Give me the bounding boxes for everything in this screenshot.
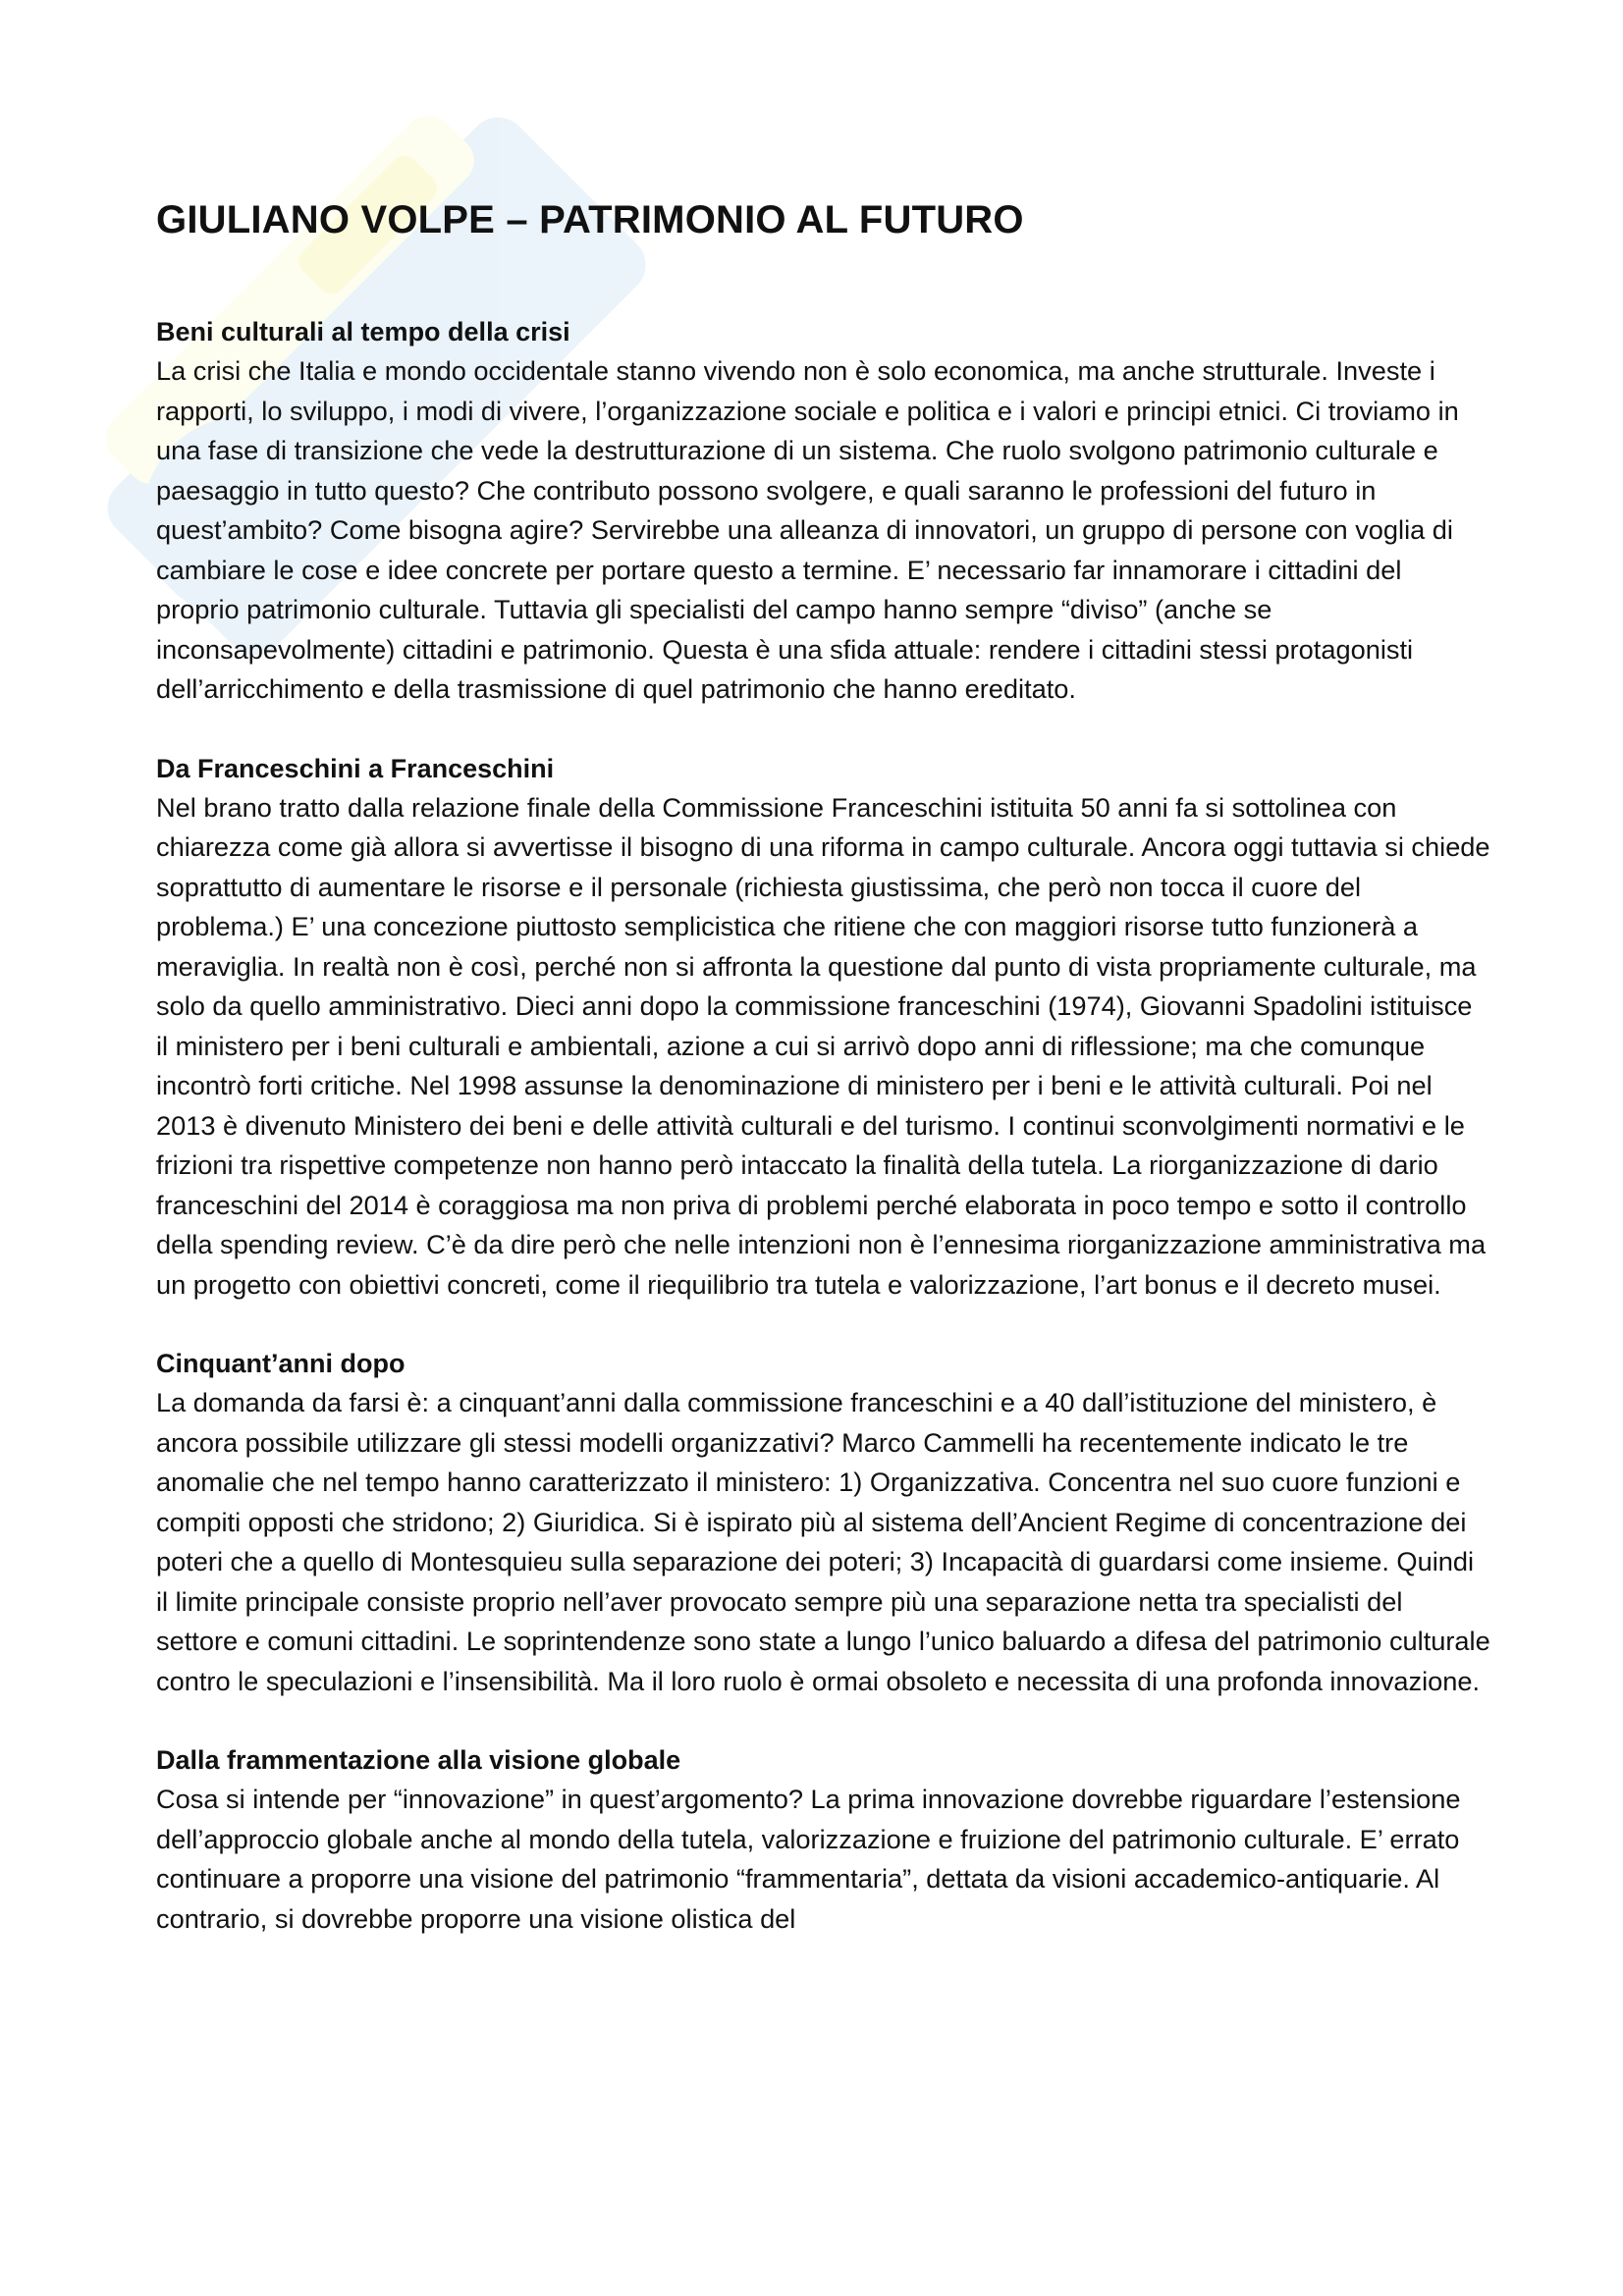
document-page [156, 192, 1491, 1978]
section-heading: Da Franceschini a Franceschini [156, 753, 555, 783]
section-body: La domanda da farsi è: a cinquant’anni dalla commissione franceschini e a 40 dall’istituzione del ministero, è ancora possibile utilizzare gli stessi modelli organizzativi? Marco Cammelli ha recentemente indicato le tre anomalie che nel tempo hanno caratterizzato il ministero: 1) Organizzativa. Concentra nel suo cuore funzioni e compiti opposti che stridono; 2) Giuridica. Si è ispirato più al sistema dell’Ancient Regime di concentrazione dei poteri che a quello di Montesquieu sulla separazione dei poteri; 3) Incapacità di guardarsi come insieme. Quindi il limite principale consiste proprio nell’aver provocato sempre più una separazione netta tra specialisti del settore e comuni cittadini. Le soprintendenze sono state a lungo l’unico baluardo a difesa del patrimonio culturale contro le speculazioni e l’insensibilità. Ma il loro ruolo è ormai obsoleto e necessita di una profonda innovazione. [156, 1387, 1490, 1696]
section-heading: Dalla frammentazione alla visione globale [156, 1745, 681, 1775]
section-frammentazione [156, 1740, 1491, 1939]
section-beni-culturali [156, 312, 1491, 710]
section-heading: Beni culturali al tempo della crisi [156, 317, 570, 347]
section-cinquant-anni [156, 1344, 1491, 1701]
section-heading: Cinquant’anni dopo [156, 1349, 406, 1378]
section-franceschini [156, 749, 1491, 1306]
section-body: Cosa si intende per “innovazione” in quest’argomento? La prima innovazione dovrebbe riguardare l’estensione dell’approccio globale anche al mondo della tutela, valorizzazione e fruizione del patrimonio culturale. E’ errato continuare a proporre una visione del patrimonio “frammentaria”, dettata da visioni accademico-antiquarie. Al contrario, si dovrebbe proporre una visione olistica del [156, 1784, 1461, 1934]
section-body: La crisi che Italia e mondo occidentale stanno vivendo non è solo economica, ma anche strutturale. Investe i rapporti, lo sviluppo, i modi di vivere, l’organizzazione sociale e politica e i valori e principi etnici. Ci troviamo in una fase di transizione che vede la destrutturazione di un sistema. Che ruolo svolgono patrimonio culturale e paesaggio in tutto questo? Che contributo possono svolgere, e quali saranno le professioni del futuro in quest’ambito? Come bisogna agire? Servirebbe una alleanza di innovatori, un gruppo di persone con voglia di cambiare le cose e idee concrete per portare questo a termine. E’ necessario far innamorare i cittadini del proprio patrimonio culturale. Tuttavia gli specialisti del campo hanno sempre “diviso” (anche se inconsapevolmente) cittadini e patrimonio. Questa è una sfida attuale: rendere i cittadini stessi protagonisti dell’arricchimento e della trasmissione di quel patrimonio che hanno ereditato. [156, 355, 1459, 704]
section-body: Nel brano tratto dalla relazione finale della Commissione Franceschini istituita 50 anni fa si sottolinea con chiarezza come già allora si avvertisse il bisogno di una riforma in campo culturale. Ancora oggi tuttavia si chiede soprattutto di aumentare le risorse e il personale (richiesta giustissima, che però non tocca il cuore del problema.) E’ una concezione piuttosto semplicistica che ritiene che con maggiori risorse tutto funzionerà a meraviglia. In realtà non è così, perché non si affronta la questione dal punto di vista propriamente culturale, ma solo da quello amministrativo. Dieci anni dopo la commissione franceschini (1974), Giovanni Spadolini istituisce il ministero per i beni culturali e ambientali, azione a cui si arrivò dopo anni di riflessione; ma che comunque incontrò forti critiche. Nel 1998 assunse la denominazione di ministero per i beni e le attività culturali. Poi nel 2013 è divenuto Ministero dei beni e delle attività culturali e del turismo. I continui sconvolgimenti normativi e le frizioni tra rispettive competenze non hanno però intaccato la finalità della tutela. La riorganizzazione di dario franceschini del 2014 è coraggiosa ma non priva di problemi perché elaborata in poco tempo e sotto il controllo della spending review. C’è da dire però che nelle intenzioni non è l’ennesima riorganizzazione amministrativa ma un progetto con obiettivi concreti, come il riequilibrio tra tutela e valorizzazione, l’art bonus e il decreto musei. [156, 791, 1490, 1300]
document-title: GIULIANO VOLPE – PATRIMONIO AL FUTURO [156, 198, 1024, 241]
